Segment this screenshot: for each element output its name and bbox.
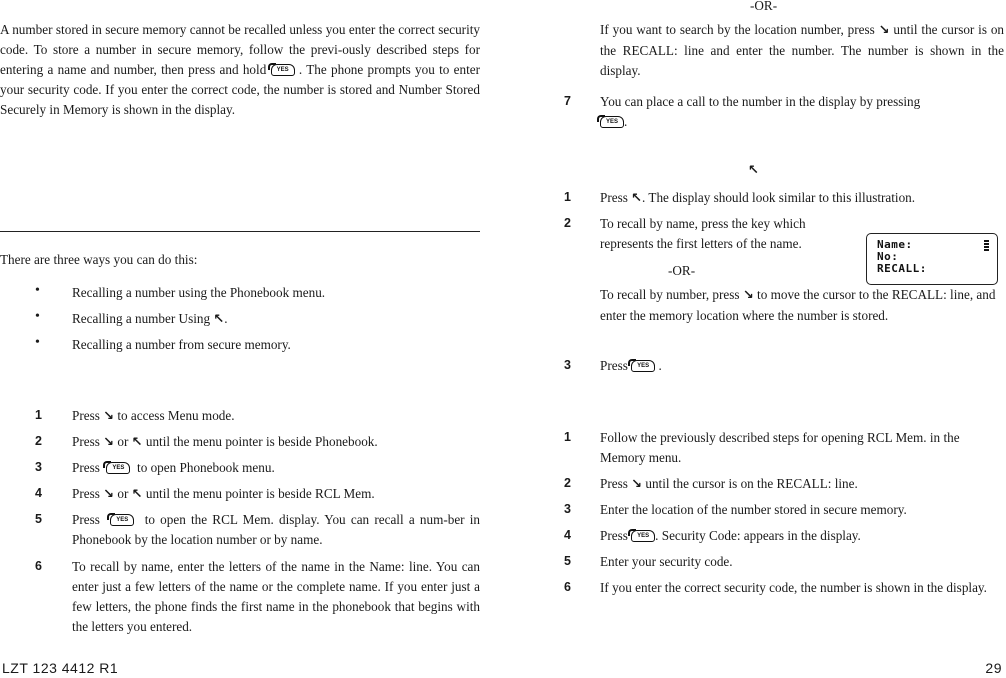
yes-key-icon: YES xyxy=(110,514,134,526)
step-text: To recall by name, enter the letters of the name in the Name: line. You can enter just a few letters of the name or the complete name. If you enter just a few letters, the phone finds the first name in the phonebook that begins with the letters you entered. xyxy=(72,559,480,634)
yes-key-icon: YES xyxy=(271,64,295,76)
step-number: 4 xyxy=(35,486,42,500)
step-text: If you enter the correct security code, the number is shown in the display. xyxy=(600,580,987,595)
up-arrow-key-icon: ↖ xyxy=(631,191,643,206)
bullet-marker: • xyxy=(35,309,40,324)
ways-intro: There are three ways you can do this: xyxy=(0,252,198,267)
step-text: To recall by name, press the key which represents the first letters of the name. xyxy=(600,216,806,251)
step-text: You can place a call to the number in the display by pressing YES . xyxy=(600,94,921,129)
or-separator: -OR- xyxy=(668,263,696,278)
bullet-item: Recalling a number Using ↖. xyxy=(72,311,228,327)
yes-key-icon: YES xyxy=(600,116,624,128)
step-number: 6 xyxy=(35,559,42,573)
step-text: Enter the location of the number stored in secure memory. xyxy=(600,502,907,517)
step-number: 6 xyxy=(564,580,571,594)
page-number: 29 xyxy=(985,660,1002,676)
step-text: Follow the previously described steps for opening RCL Mem. in the Memory menu. xyxy=(600,430,960,465)
step-number: 2 xyxy=(35,434,42,448)
step-text: Press ↘ or ↖ until the menu pointer is beside RCL Mem. xyxy=(72,486,375,502)
step-number: 1 xyxy=(35,408,42,422)
yes-key-icon: YES xyxy=(106,462,130,474)
step-text: Press YES . Security Code: appears in the display. xyxy=(600,528,861,543)
lcd-line-no: No: xyxy=(877,250,899,263)
step-number: 5 xyxy=(564,554,571,568)
down-arrow-key-icon: ↘ xyxy=(631,477,643,492)
bullet-item: Recalling a number from secure memory. xyxy=(72,337,291,352)
down-arrow-key-icon: ↘ xyxy=(103,435,115,450)
step-text: Press ↘ until the cursor is on the RECALL: line. xyxy=(600,476,858,492)
step-text: Press YES to open the RCL Mem. display. You can recall a num-ber in Phonebook by the location number or by name. xyxy=(72,512,481,547)
section-divider xyxy=(0,231,480,232)
step-number: 7 xyxy=(564,94,571,108)
step-text: Press ↘ or ↖ until the menu pointer is beside Phonebook. xyxy=(72,434,378,450)
step-number: 1 xyxy=(564,430,571,444)
document-id: LZT 123 4412 R1 xyxy=(2,660,119,676)
lcd-line-recall: RECALL: xyxy=(877,262,927,275)
or-separator: -OR- xyxy=(750,0,778,13)
step-text: Press YES . xyxy=(600,358,662,373)
step-text: Press ↖. The display should look similar to this illustration. xyxy=(600,190,916,206)
bullet-item: Recalling a number using the Phonebook menu. xyxy=(72,285,326,300)
step-text: Enter your security code. xyxy=(600,554,733,569)
step-number: 4 xyxy=(564,528,571,542)
down-arrow-key-icon: ↘ xyxy=(742,288,754,303)
bullet-marker: • xyxy=(35,335,40,350)
secure-memory-intro: A number stored in secure memory cannot be recalled unless you enter the correct security code. To store a number in secure memory, follow the previ-ously described steps for entering a name and number, then press and hold YES . The phone prompts you to enter your security code. If you enter the correct code, the number is stored and Number Stored Securely in Memory is shown in the display. xyxy=(0,22,481,117)
yes-key-icon: YES xyxy=(631,530,655,542)
phone-display-illustration xyxy=(866,233,998,285)
step-number: 2 xyxy=(564,476,571,490)
down-arrow-key-icon: ↘ xyxy=(878,23,890,38)
up-arrow-key-icon: ↖ xyxy=(131,435,143,450)
step-text: To recall by number, press ↘ to move the cursor to the RECALL: line, and enter the memory location where the number is stored. xyxy=(600,287,996,323)
bullet-marker: • xyxy=(35,283,40,298)
up-arrow-key-icon: ↖ xyxy=(131,487,143,502)
scroll-indicator-icon xyxy=(984,240,989,252)
step-number: 3 xyxy=(564,502,571,516)
down-arrow-key-icon: ↘ xyxy=(103,409,115,424)
up-arrow-key-icon: ↖ xyxy=(213,312,225,327)
step-number: 5 xyxy=(35,512,42,526)
up-arrow-key-icon: ↖ xyxy=(748,163,759,178)
down-arrow-key-icon: ↘ xyxy=(103,487,115,502)
lcd-line-name: Name: xyxy=(877,238,913,251)
step-text: Press ↘ to access Menu mode. xyxy=(72,408,235,424)
step-text: Press YES to open Phonebook menu. xyxy=(72,460,275,475)
yes-key-icon: YES xyxy=(631,360,655,372)
search-by-location-text: If you want to search by the location number, press ↘ until the cursor is on the RECALL: line and enter the number. The number is shown in the display. xyxy=(600,22,1005,78)
step-number: 1 xyxy=(564,190,571,204)
step-number: 3 xyxy=(564,358,571,372)
step-number: 3 xyxy=(35,460,42,474)
step-number: 2 xyxy=(564,216,571,230)
